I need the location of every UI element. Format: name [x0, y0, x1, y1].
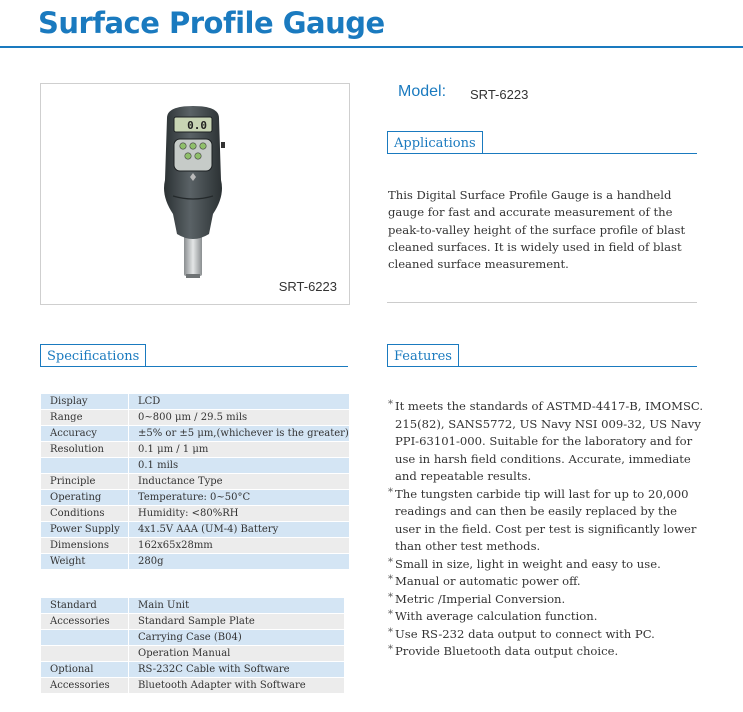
- spec-value: Carrying Case (B04): [129, 630, 345, 646]
- spec-key: Operating: [41, 490, 129, 506]
- photo-caption: SRT-6223: [278, 279, 337, 294]
- list-item: * Metric /Imperial Conversion.: [388, 591, 706, 609]
- spec-value: Temperature: 0~50°C: [129, 490, 350, 506]
- product-photo-frame: [40, 83, 350, 305]
- table-row: [41, 490, 350, 506]
- applications-heading: Applications: [387, 131, 483, 153]
- gauge-illustration: [41, 84, 349, 304]
- spec-value: Bluetooth Adapter with Software: [129, 678, 345, 694]
- spec-value: LCD: [129, 394, 350, 410]
- table-row: [41, 678, 345, 694]
- page-title: Surface Profile Gauge: [38, 6, 385, 40]
- title-divider: [0, 46, 743, 48]
- spec-key: Accuracy: [41, 426, 129, 442]
- spec-key: Power Supply: [41, 522, 129, 538]
- probe-shaft: [184, 234, 202, 276]
- features-heading: Features: [387, 344, 459, 366]
- spec-key: Principle: [41, 474, 129, 490]
- table-row: [41, 410, 350, 426]
- list-item: * Small in size, light in weight and easy to use.: [388, 556, 706, 574]
- table-row: [41, 630, 345, 646]
- spec-value: 0.1 mils: [129, 458, 350, 474]
- spec-key: Resolution: [41, 442, 129, 458]
- spec-value: Main Unit: [129, 598, 345, 614]
- spec-value: Inductance Type: [129, 474, 350, 490]
- table-row: [41, 554, 350, 570]
- table-row: [41, 506, 350, 522]
- list-item: * With average calculation function.: [388, 608, 706, 626]
- spec-value: Humidity: <80%RH: [129, 506, 350, 522]
- spec-key: [41, 458, 129, 474]
- spec-key: [41, 630, 129, 646]
- list-item: * It meets the standards of ASTMD-4417-B, IMOMSC. 215(82), SANS5772, US Navy NSI 009-32, US Navy PPI-63101-000. Suitable for the laboratory and for use in harsh field conditions. Accurate, immediate and repeatable results.: [388, 398, 706, 486]
- lcd-readout: 0.0: [187, 119, 207, 132]
- spec-value: 0.1 μm / 1 μm: [129, 442, 350, 458]
- table-row: [41, 522, 350, 538]
- spec-value: 280g: [129, 554, 350, 570]
- spec-key: Standard: [41, 598, 129, 614]
- table-row: [41, 442, 350, 458]
- table-row: [41, 646, 345, 662]
- spec-value: Operation Manual: [129, 646, 345, 662]
- spec-value: Standard Sample Plate: [129, 614, 345, 630]
- model-label: Model:: [398, 83, 447, 100]
- table-row: [41, 474, 350, 490]
- spec-key: Weight: [41, 554, 129, 570]
- table-row: [41, 598, 345, 614]
- spec-key: Optional: [41, 662, 129, 678]
- applications-rule: [387, 153, 697, 154]
- table-row: [41, 614, 345, 630]
- spec-key: Accessories: [41, 678, 129, 694]
- applications-text: This Digital Surface Profile Gauge is a handheld gauge for fast and accurate measurement of the peak-to-valley height of the surface profile of blast cleaned surfaces. It is widely used in field of blast cleaned surface measurement.: [388, 188, 686, 272]
- accessories-table: [40, 597, 345, 694]
- specifications-heading: Specifications: [40, 344, 146, 366]
- table-row: [41, 394, 350, 410]
- features-rule: [387, 366, 697, 367]
- features-list: [388, 398, 706, 661]
- list-item: * Manual or automatic power off.: [388, 573, 706, 591]
- applications-divider: [387, 302, 697, 303]
- spec-key: Range: [41, 410, 129, 426]
- spec-value: RS-232C Cable with Software: [129, 662, 345, 678]
- spec-value: 162x65x28mm: [129, 538, 350, 554]
- spec-key: Conditions: [41, 506, 129, 522]
- spec-key: [41, 646, 129, 662]
- spec-key: Accessories: [41, 614, 129, 630]
- specifications-table: [40, 393, 350, 570]
- list-item: * Use RS-232 data output to connect with PC.: [388, 626, 706, 644]
- spec-value: 0~800 μm / 29.5 mils: [129, 410, 350, 426]
- spec-value: 4x1.5V AAA (UM-4) Battery: [129, 522, 350, 538]
- specifications-rule: [40, 366, 348, 367]
- spec-key: Dimensions: [41, 538, 129, 554]
- model-value: SRT-6223: [470, 87, 529, 102]
- table-row: [41, 426, 350, 442]
- spec-value: ±5% or ±5 μm,(whichever is the greater): [129, 426, 350, 442]
- list-item: * The tungsten carbide tip will last for up to 20,000 readings and can then be easily replaced by the user in the field. Cost per test is significantly lower than other test methods.: [388, 486, 706, 556]
- spec-key: Display: [41, 394, 129, 410]
- table-row: [41, 538, 350, 554]
- table-row: [41, 458, 350, 474]
- table-row: [41, 662, 345, 678]
- list-item: * Provide Bluetooth data output choice.: [388, 643, 706, 661]
